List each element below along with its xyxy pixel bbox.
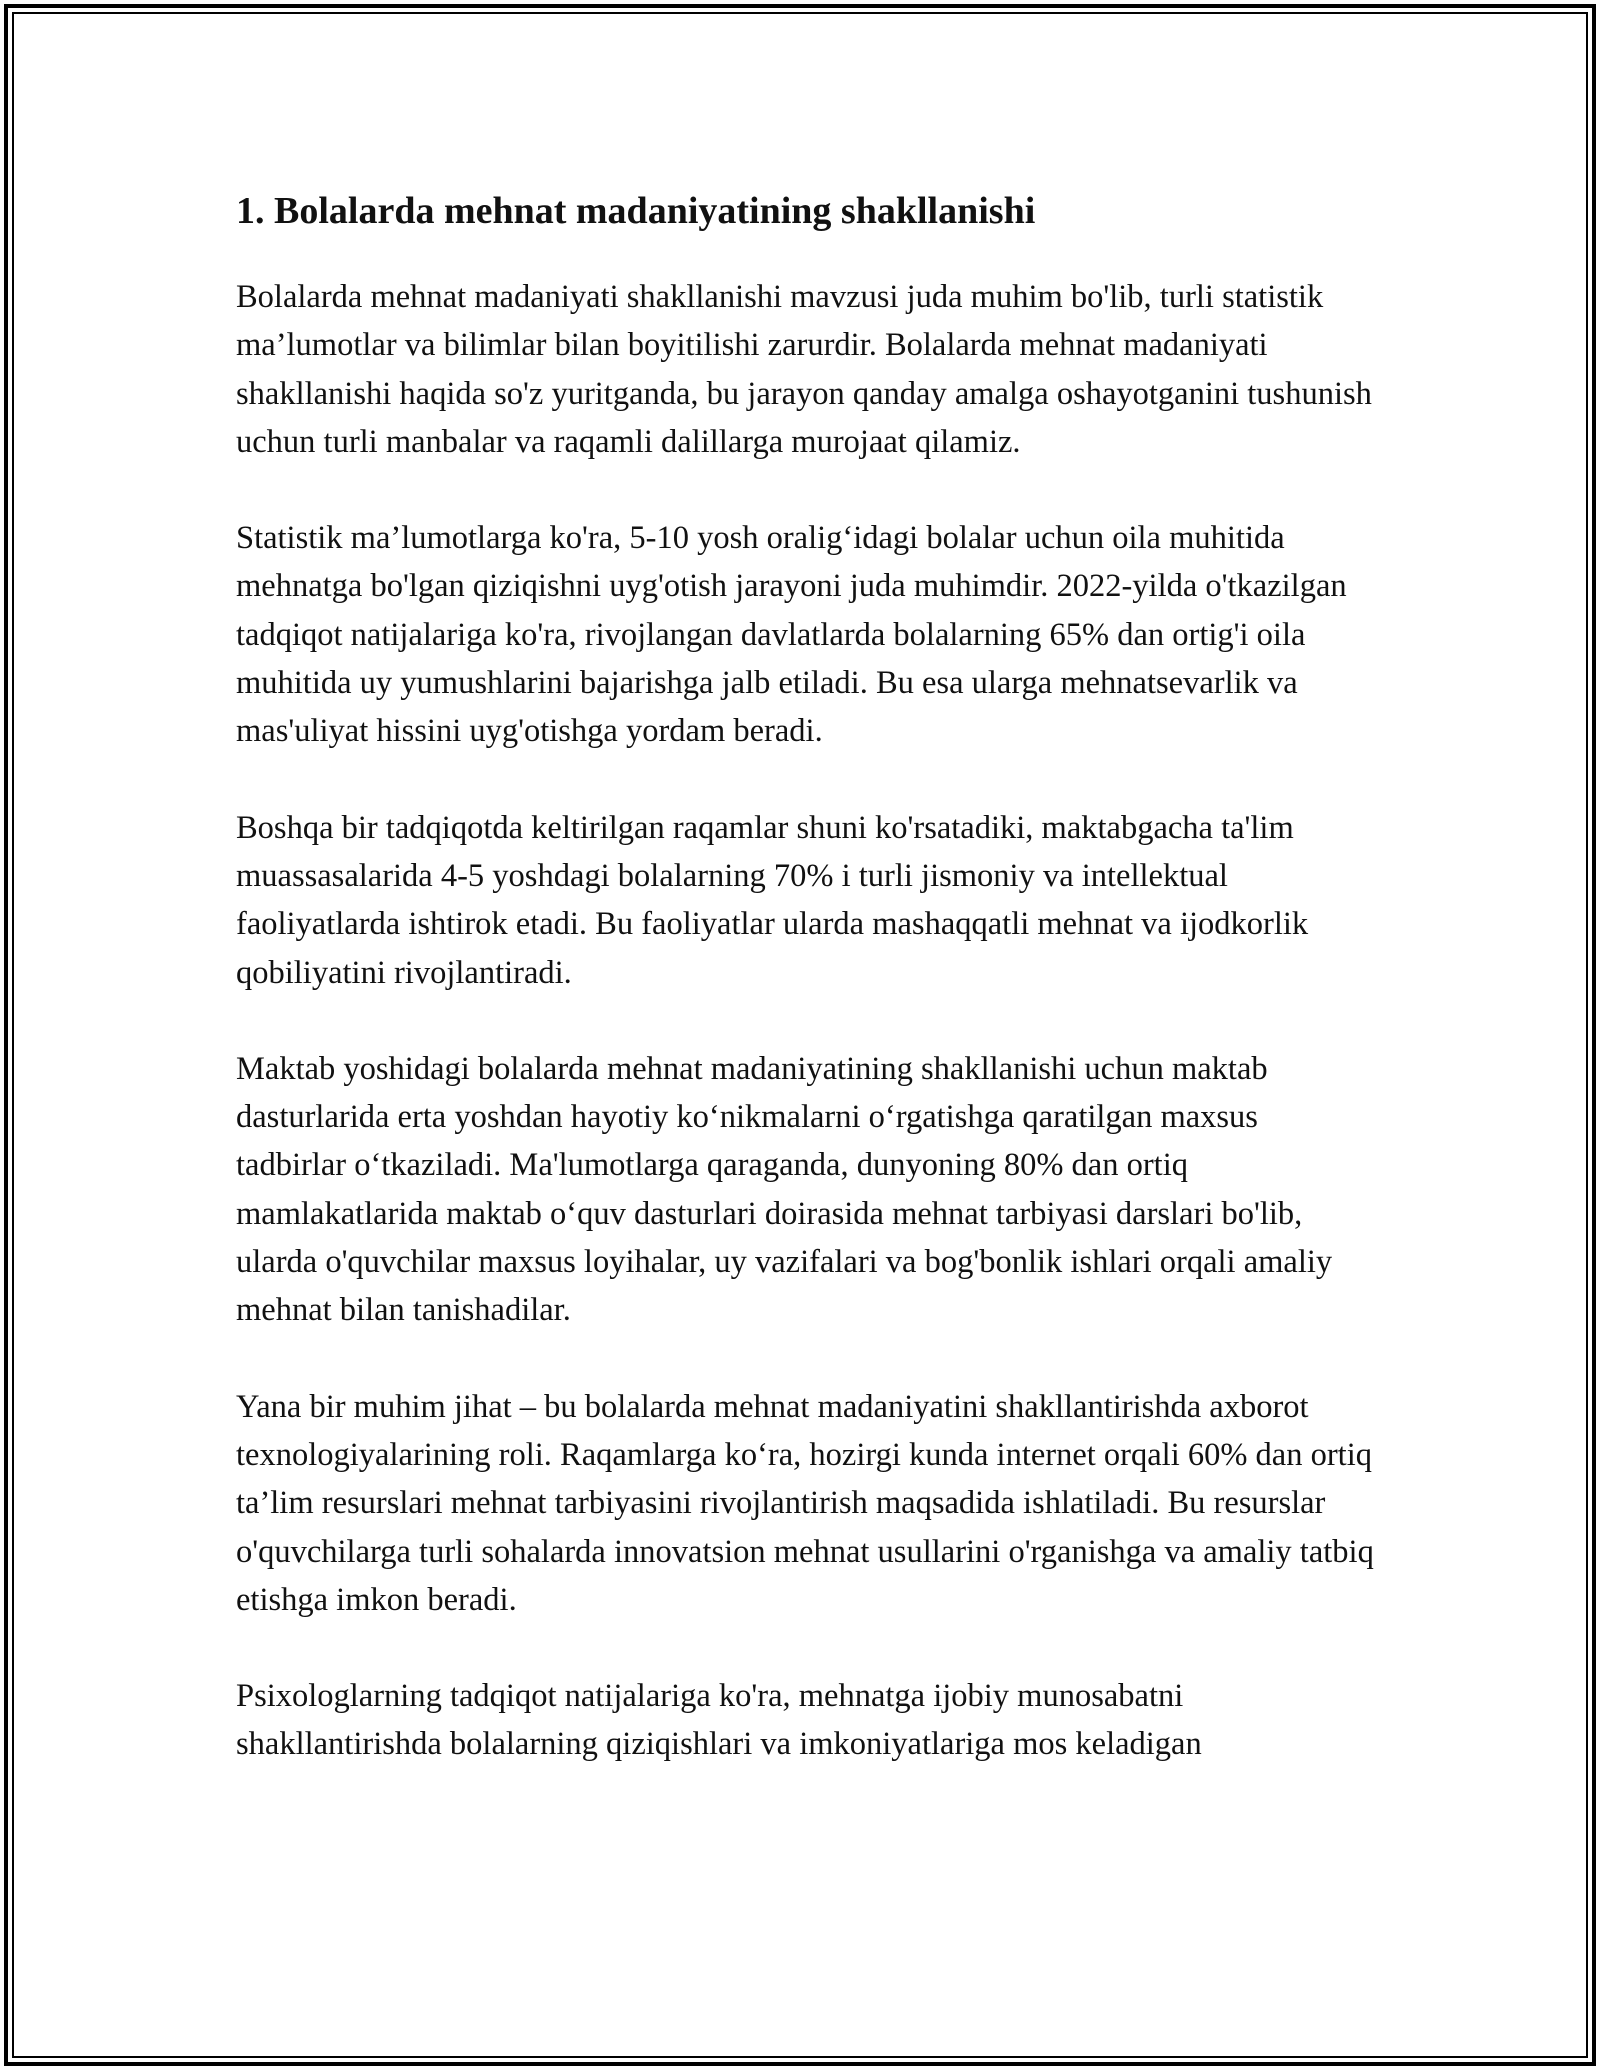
paragraph-psychologists: Psixologlarning tadqiqot natijalariga ko'ra, mehnatga ijobiy munosabatni shakllantirishda bolalarning qiziqishlari va imkoniyatlariga mos keladigan <box>236 1678 1202 1763</box>
document-body <box>236 185 1376 1817</box>
paragraph-information-technology: Yana bir muhim jihat – bu bolalarda mehnat madaniyatini shakllantirishda axborot texnologiyalarining roli. Raqamlarga ko‘ra, hozirgi kunda internet orqali 60% dan ortiq ta’lim resurslari mehnat tarbiyasini rivojlantirish maqsadida ishlatiladi. Bu resurslar o'quvchilarga turli sohalarda innovatsion mehnat usullarini o'rganishga va amaliy tatbiq etishga imkon beradi. <box>236 1388 1374 1618</box>
paragraph-family-statistics: Statistik ma’lumotlarga ko'ra, 5-10 yosh oralig‘idagi bolalar uchun oila muhitida mehnatga bo'lgan qiziqishni uyg'otish jarayoni juda muhimdir. 2022-yilda o'tkazilgan tadqiqot natijalariga ko'ra, rivojlangan davlatlarda bolalarning 65% dan ortig'i oila muhitida uy yumushlarini bajarishga jalb etiladi. Bu esa ularga mehnatsevarlik va mas'uliyat hissini uyg'otishga yordam beradi. <box>236 520 1347 750</box>
paragraph-school-programs: Maktab yoshidagi bolalarda mehnat madaniyatining shakllanishi uchun maktab dasturlarida erta yoshdan hayotiy ko‘nikmalarni o‘rgatishga qaratilgan maxsus tadbirlar o‘tkaziladi. Ma'lumotlarga qaraganda, dunyoning 80% dan ortiq mamlakatlarida maktab o‘quv dasturlari doirasida mehnat tarbiyasi darslari bo'lib, ularda o'quvchilar maxsus loyihalar, uy vazifalari va bog'bonlik ishlari orqali amaliy mehnat bilan tanishadilar. <box>236 1050 1333 1329</box>
paragraph-preschool-statistics: Boshqa bir tadqiqotda keltirilgan raqamlar shuni ko'rsatadiki, maktabgacha ta'lim muassasalarida 4-5 yoshdagi bolalarning 70% i turli jismoniy va intellektual faoliyatlarda ishtirok etadi. Bu faoliyatlar ularda mashaqqatli mehnat va ijodkorlik qobiliyatini rivojlantiradi. <box>236 809 1309 991</box>
section-heading: 1. Bolalarda mehnat madaniyatining shakllanishi <box>236 190 1036 232</box>
paragraph-intro: Bolalarda mehnat madaniyati shakllanishi mavzusi juda muhim bo'lib, turli statistik ma’lumotlar va bilimlar bilan boyitilishi zarurdir. Bolalarda mehnat madaniyati shakllanishi haqida so'z yuritganda, bu jarayon qanday amalga oshayotganini tushunish uchun turli manbalar va raqamli dalillarga murojaat qilamiz. <box>236 279 1372 460</box>
